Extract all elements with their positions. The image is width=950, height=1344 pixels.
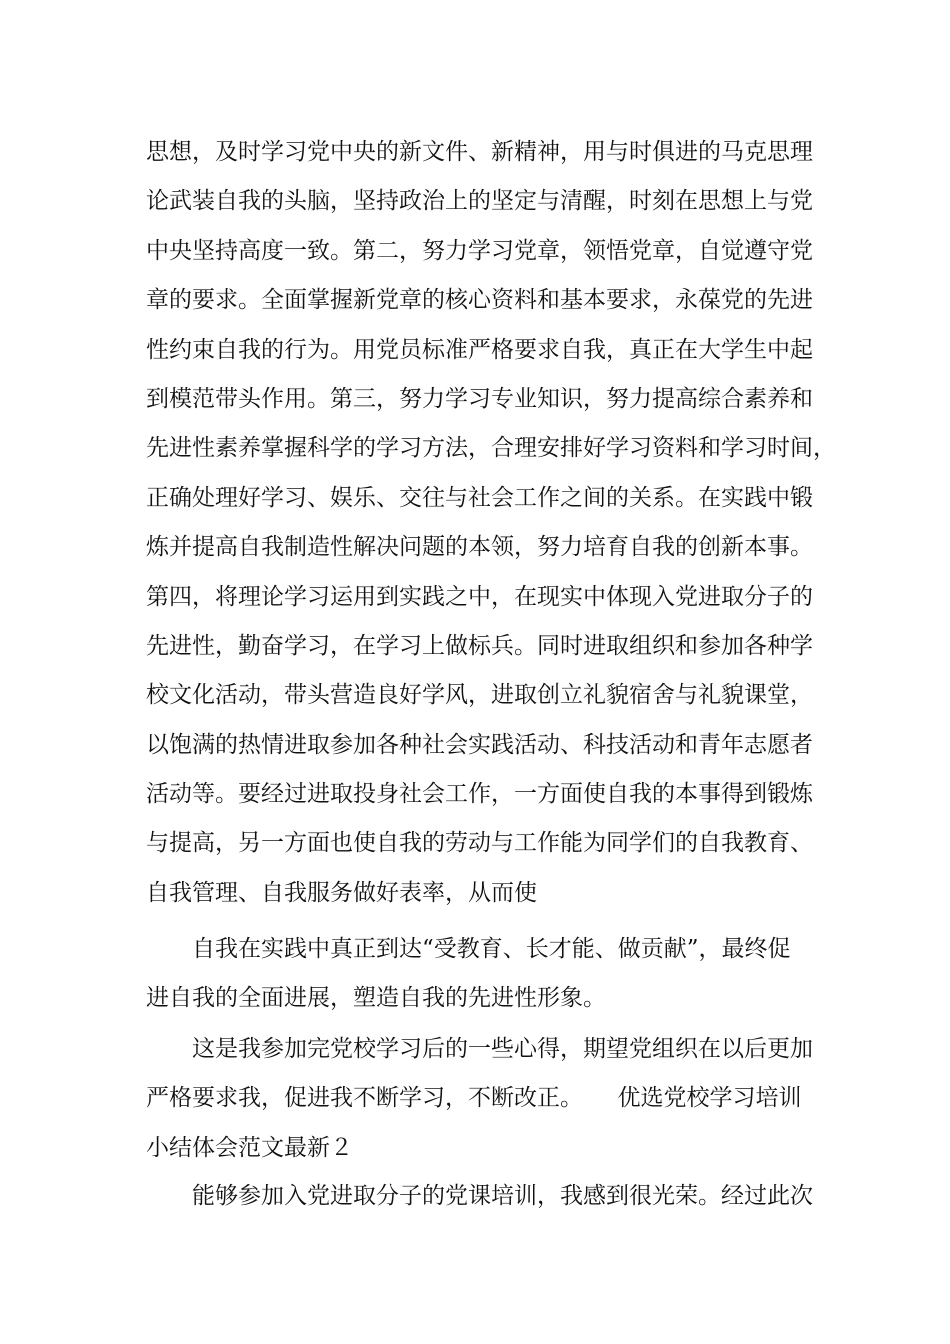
text-line: 活动等。要经过进取投身社会工作，一方面使自我的本事得到锻炼 xyxy=(146,781,813,808)
paragraph-2 xyxy=(146,925,826,1024)
text-line: 能够参加入党进取分子的党课培训，我感到很光荣。经过此次 xyxy=(192,1183,813,1209)
text-line: 与提高，另一方面也使自我的劳动与工作能为同学们的自我教育、 xyxy=(146,830,813,857)
text-line: 章的要求。全面掌握新党章的核心资料和基本要求，永葆党的先进 xyxy=(146,287,813,314)
paragraph-1 xyxy=(146,128,836,918)
text-line: 自我管理、自我服务做好表率，从而使 xyxy=(146,879,537,906)
text-line: 第四，将理论学习运用到实践之中，在现实中体现入党进取分子的 xyxy=(146,583,813,610)
text-line: 以饱满的热情进取参加各种社会实践活动、科技活动和青年志愿者 xyxy=(146,731,813,758)
text-line: 这是我参加完党校学习后的一些心得，期望党组织在以后更加 xyxy=(192,1036,813,1062)
text-line: 进自我的全面进展，塑造自我的先进性形象。 xyxy=(146,985,606,1012)
text-line: 严格要求我，促进我不断学习，不断改正。 优选党校学习培训 xyxy=(146,1085,802,1112)
text-line: 小结体会范文最新２ xyxy=(146,1134,353,1161)
text-line: 到模范带头作用。第三，努力学习专业知识，努力提高综合素养和 xyxy=(146,385,813,412)
text-line: 校文化活动，带头营造良好学风，进取创立礼貌宿舍与礼貌课堂， xyxy=(146,682,813,709)
paragraph-3 xyxy=(146,1025,826,1173)
text-line: 性约束自我的行为。用党员标准严格要求自我，真正在大学生中起 xyxy=(146,336,813,363)
text-line: 自我在实践中真正到达“受教育、长才能、做贡献”，最终促 xyxy=(192,936,791,962)
paragraph-4 xyxy=(146,1172,826,1221)
text-line: 思想，及时学习党中央的新文件、新精神，用与时俱进的马克思理 xyxy=(146,139,813,165)
text-line: 炼并提高自我制造性解决问题的本领，努力培育自我的创新本事。 xyxy=(146,534,813,561)
text-line: 先进性，勤奋学习，在学习上做标兵。同时进取组织和参加各种学 xyxy=(146,632,813,659)
text-line: 正确处理好学习、娱乐、交往与社会工作之间的关系。在实践中锻 xyxy=(146,484,813,511)
text-line: 先进性素养掌握科学的学习方法，合理安排好学习资料和学习时间， xyxy=(146,435,836,462)
text-line: 论武装自我的头脑，坚持政治上的坚定与清醒，时刻在思想上与党 xyxy=(146,188,813,215)
text-line: 中央坚持高度一致。第二，努力学习党章，领悟党章，自觉遵守党 xyxy=(146,237,813,264)
